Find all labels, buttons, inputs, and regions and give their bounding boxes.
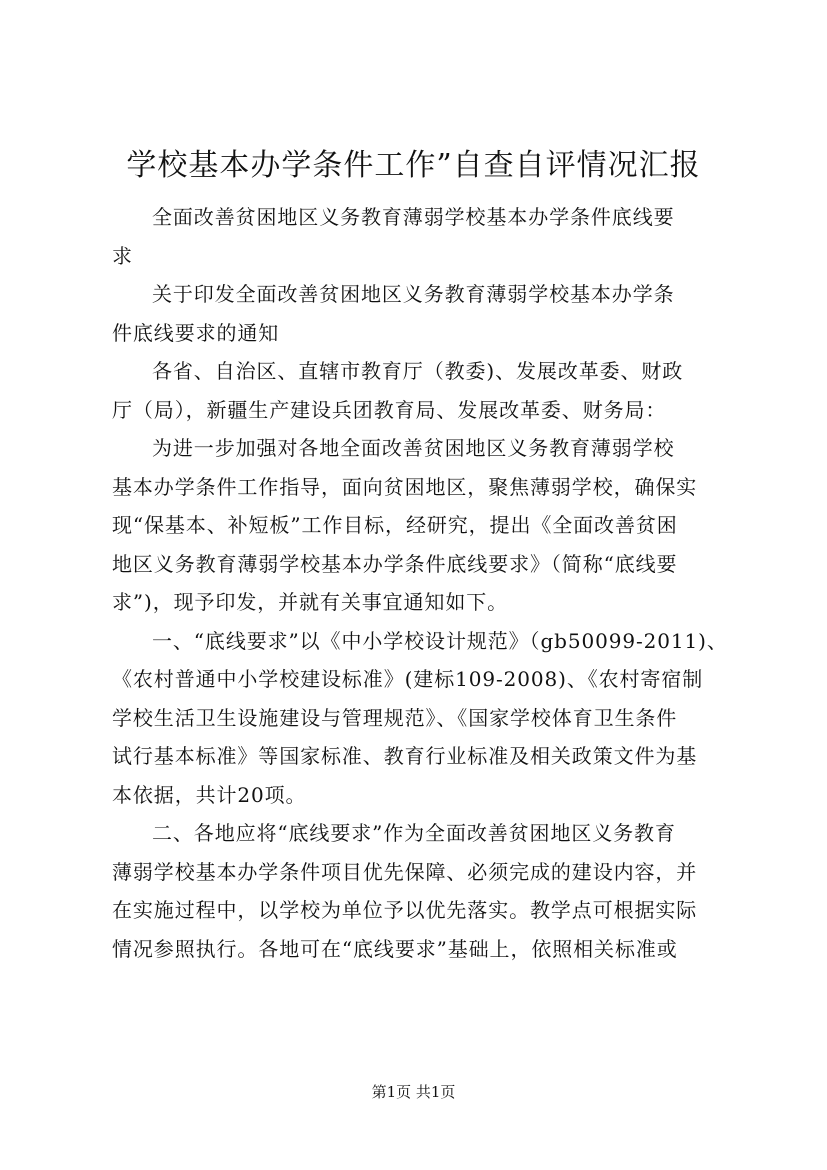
text-line: 全面改善贫困地区义务教育薄弱学校基本办学条件底线要 <box>152 205 675 229</box>
text-line: 本依据，共计20项。 <box>112 782 307 807</box>
text-line: 求”)，现予印发，并就有关事宜通知如下。 <box>112 590 509 614</box>
text-line: 关于印发全面改善贫困地区义务教育薄弱学校基本办学条 <box>152 282 675 306</box>
page-footer: 第1页 共1页 <box>371 1083 456 1101</box>
document-title: 学校基本办学条件工作”自查自评情况汇报 <box>126 148 701 183</box>
text-line: 《农村普通中小学校建设标准》(建标109-2008)、《农村寄宿制 <box>112 667 704 691</box>
document-body <box>112 198 728 968</box>
text-line: 厅（局），新疆生产建设兵团教育局、发展改革委、财务局： <box>112 397 667 422</box>
text-line: 情况参照执行。各地可在“底线要求”基础上，依照相关标准或 <box>112 936 678 961</box>
text-line: 各省、自治区、直辖市教育厅（教委)、发展改革委、财政 <box>152 359 684 383</box>
text-line: 二、各地应将“底线要求”作为全面改善贫困地区义务教育 <box>152 821 676 845</box>
text-line: 求 <box>112 243 133 268</box>
text-line: 薄弱学校基本办学条件项目优先保障、必须完成的建设内容，并 <box>112 859 698 884</box>
text-line: 试行基本标准》等国家标准、教育行业标准及相关政策文件为基 <box>112 744 698 768</box>
text-line: 在实施过程中，以学校为单位予以优先落实。教学点可根据实际 <box>112 898 698 922</box>
text-line: 件底线要求的通知 <box>112 320 280 345</box>
text-line: 现“保基本、补短板”工作目标，经研究，提出《全面改善贫困 <box>112 513 678 537</box>
text-line: 基本办学条件工作指导，面向贫困地区，聚焦薄弱学校，确保实 <box>112 474 698 499</box>
text-line: 一、“底线要求”以《中小学校设计规范》（gb50099-2011)、 <box>152 628 728 653</box>
text-line: 地区义务教育薄弱学校基本办学条件底线要求》（简称“底线要 <box>112 551 678 576</box>
text-line: 为进一步加强对各地全面改善贫困地区义务教育薄弱学校 <box>152 436 675 460</box>
text-line: 学校生活卫生设施建设与管理规范》、《国家学校体育卫生条件 <box>112 705 678 730</box>
